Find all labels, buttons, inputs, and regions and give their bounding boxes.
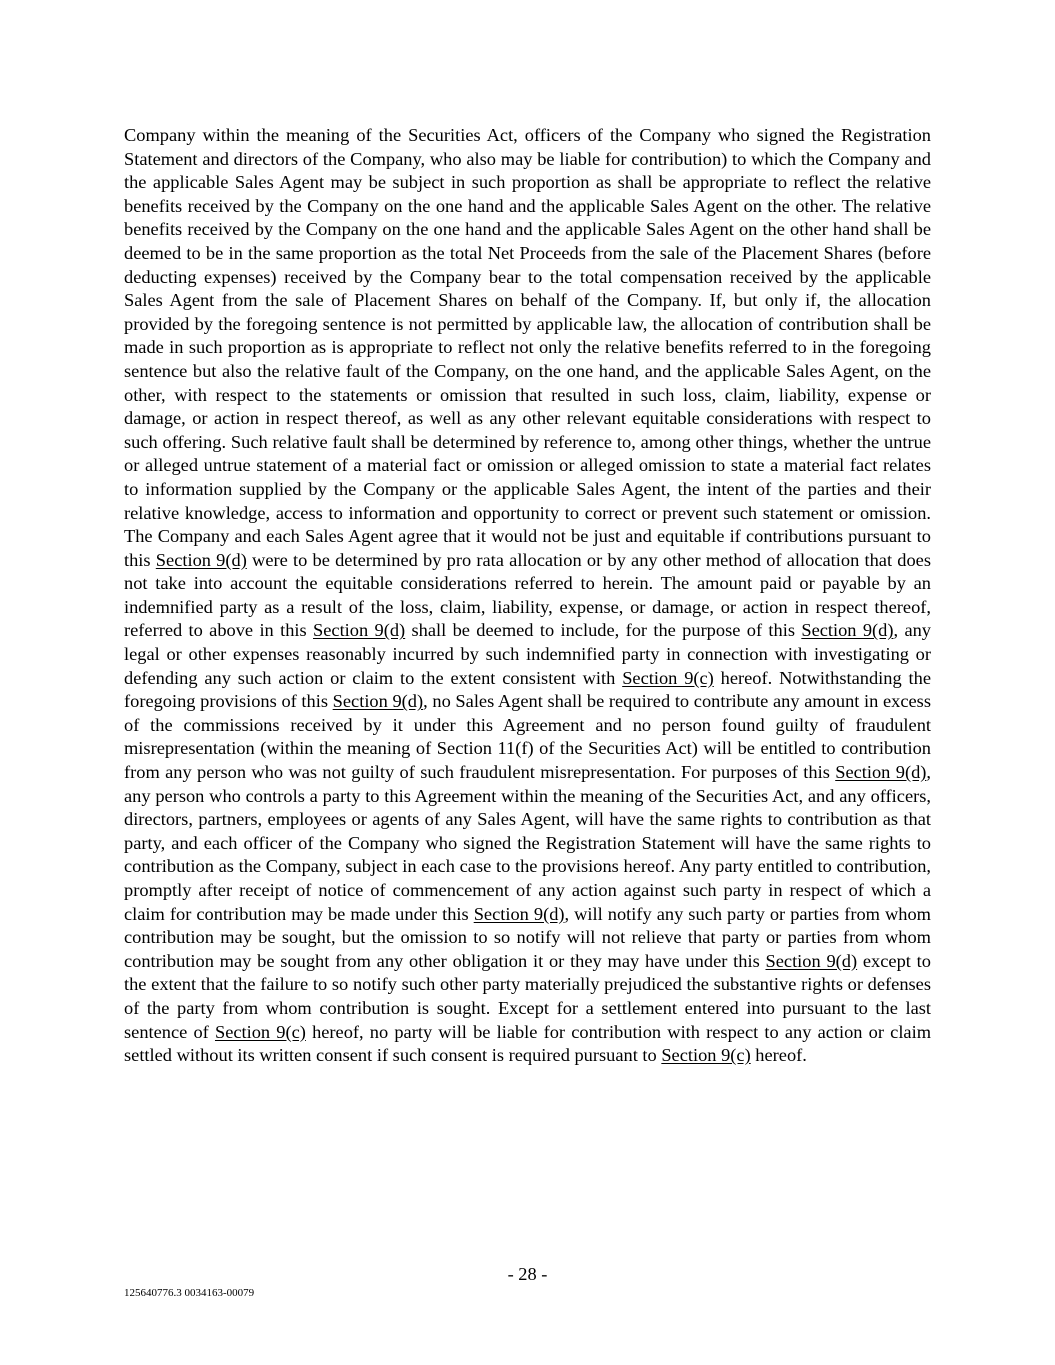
text-run: , any person who controls a party to this Agreement within the meaning of the Securities Act, and any officers, directors, partners, employees or agents of any Sales Agent, will have the same rights to contribution as that party, and each officer of the Company who signed the Registration Statement will have the same rights to contribution as the Company, subject in each case to the provisions hereof. Any party entitled to contribution, promptly after receipt of notice of commencement of any action against such party in respect of which a claim for contribution may be made under this (124, 762, 931, 924)
section-reference: Section 9(d) (332, 691, 424, 712)
section-reference: Section 9(d) (155, 549, 247, 570)
text-run: were to be determined by pro rata allocation or by any other method of allocation that does not take into account the equitable considerations referred to herein. The amount paid or payable by an indemnified party as a result of the loss, claim, liability, expense, or damage, or action in respect thereof, referred to above in this (124, 549, 931, 641)
section-reference: Section 9(d) (765, 950, 858, 971)
text-run: Company within the meaning of the Securities Act, officers of the Company who signed the Registration Statement and directors of the Company, who also may be liable for contribution) to which the Company and the applicable Sales Agent may be subject in such proportion as shall be appropriate to reflect the relative benefits received by the Company on the one hand and the applicable Sales Agent on the other. The relative benefits received by the Company on the one hand and the applicable Sales Agent on the other hand shall be deemed to be in the same proportion as the total Net Proceeds from the sale of the Placement Shares (before deducting expenses) received by the Company bear to the total compensation received by the applicable Sales Agent from the sale of Placement Shares on behalf of the Company. If, but only if, the allocation provided by the foregoing sentence is not permitted by applicable law, the allocation of contribution shall be made in such proportion as is appropriate to reflect not only the relative benefits referred to in the foregoing sentence but also the relative fault of the Company, on the one hand, and the applicable Sales Agent, on the other, with respect to the statements or omission that resulted in such loss, claim, liability, expense or damage, or action in respect thereof, as well as any other relevant equitable considerations with respect to such offering. Such relative fault shall be determined by reference to, among other things, whether the untrue or alleged untrue statement of a material fact or omission or alleged omission to state a material fact relates to information supplied by the Company or the applicable Sales Agent, the intent of the parties and their relative knowledge, access to information and opportunity to correct or prevent such statement or omission. The Company and each Sales Agent agree that it would not be just and equitable if contributions pursuant to this (124, 125, 931, 570)
text-run: hereof. (750, 1045, 807, 1066)
text-run: , any legal or other expenses reasonably incurred by such indemnified party in connection with investigating or defending any such action or claim to the extent consistent with (124, 620, 931, 688)
body-paragraph (124, 124, 931, 1068)
section-reference: Section 9(c) (622, 667, 714, 688)
section-reference: Section 9(d) (473, 903, 565, 924)
section-reference: Section 9(d) (313, 620, 406, 641)
text-run: hereof, no party will be liable for contribution with respect to any action or claim settled without its written consent if such consent is required pursuant to (124, 1021, 932, 1066)
page-number: - 28 - (507, 1264, 548, 1284)
text-run: shall be deemed to include, for the purpose of this (405, 620, 802, 641)
text-run: , will notify any such party or parties from whom contribution may be sought, but the omission to so notify will not relieve that party or parties from whom contribution may be sought from any other obligation it or they may have under this (124, 903, 931, 971)
section-reference: Section 9(c) (661, 1045, 751, 1066)
text-run: hereof. Notwithstanding the foregoing provisions of this (124, 667, 931, 712)
text-run: , no Sales Agent shall be required to contribute any amount in excess of the commissions received by it under this Agreement and no person found guilty of fraudulent misrepresentation (within the meaning of Section 11(f) of the Securities Act) will be entitled to contribution from any person who was not guilty of such fraudulent misrepresentation. For purposes of this (124, 691, 931, 783)
document-id: 125640776.3 0034163-00079 (124, 1287, 255, 1299)
section-reference: Section 9(c) (214, 1021, 306, 1042)
section-reference: Section 9(d) (801, 620, 894, 641)
section-reference: Section 9(d) (835, 762, 927, 783)
text-run: except to the extent that the failure to so notify such other party materially prejudiced the substantive rights or defenses of the party from whom contribution is sought. Except for a settlement entered into pursuant to the last sentence of (124, 950, 931, 1042)
